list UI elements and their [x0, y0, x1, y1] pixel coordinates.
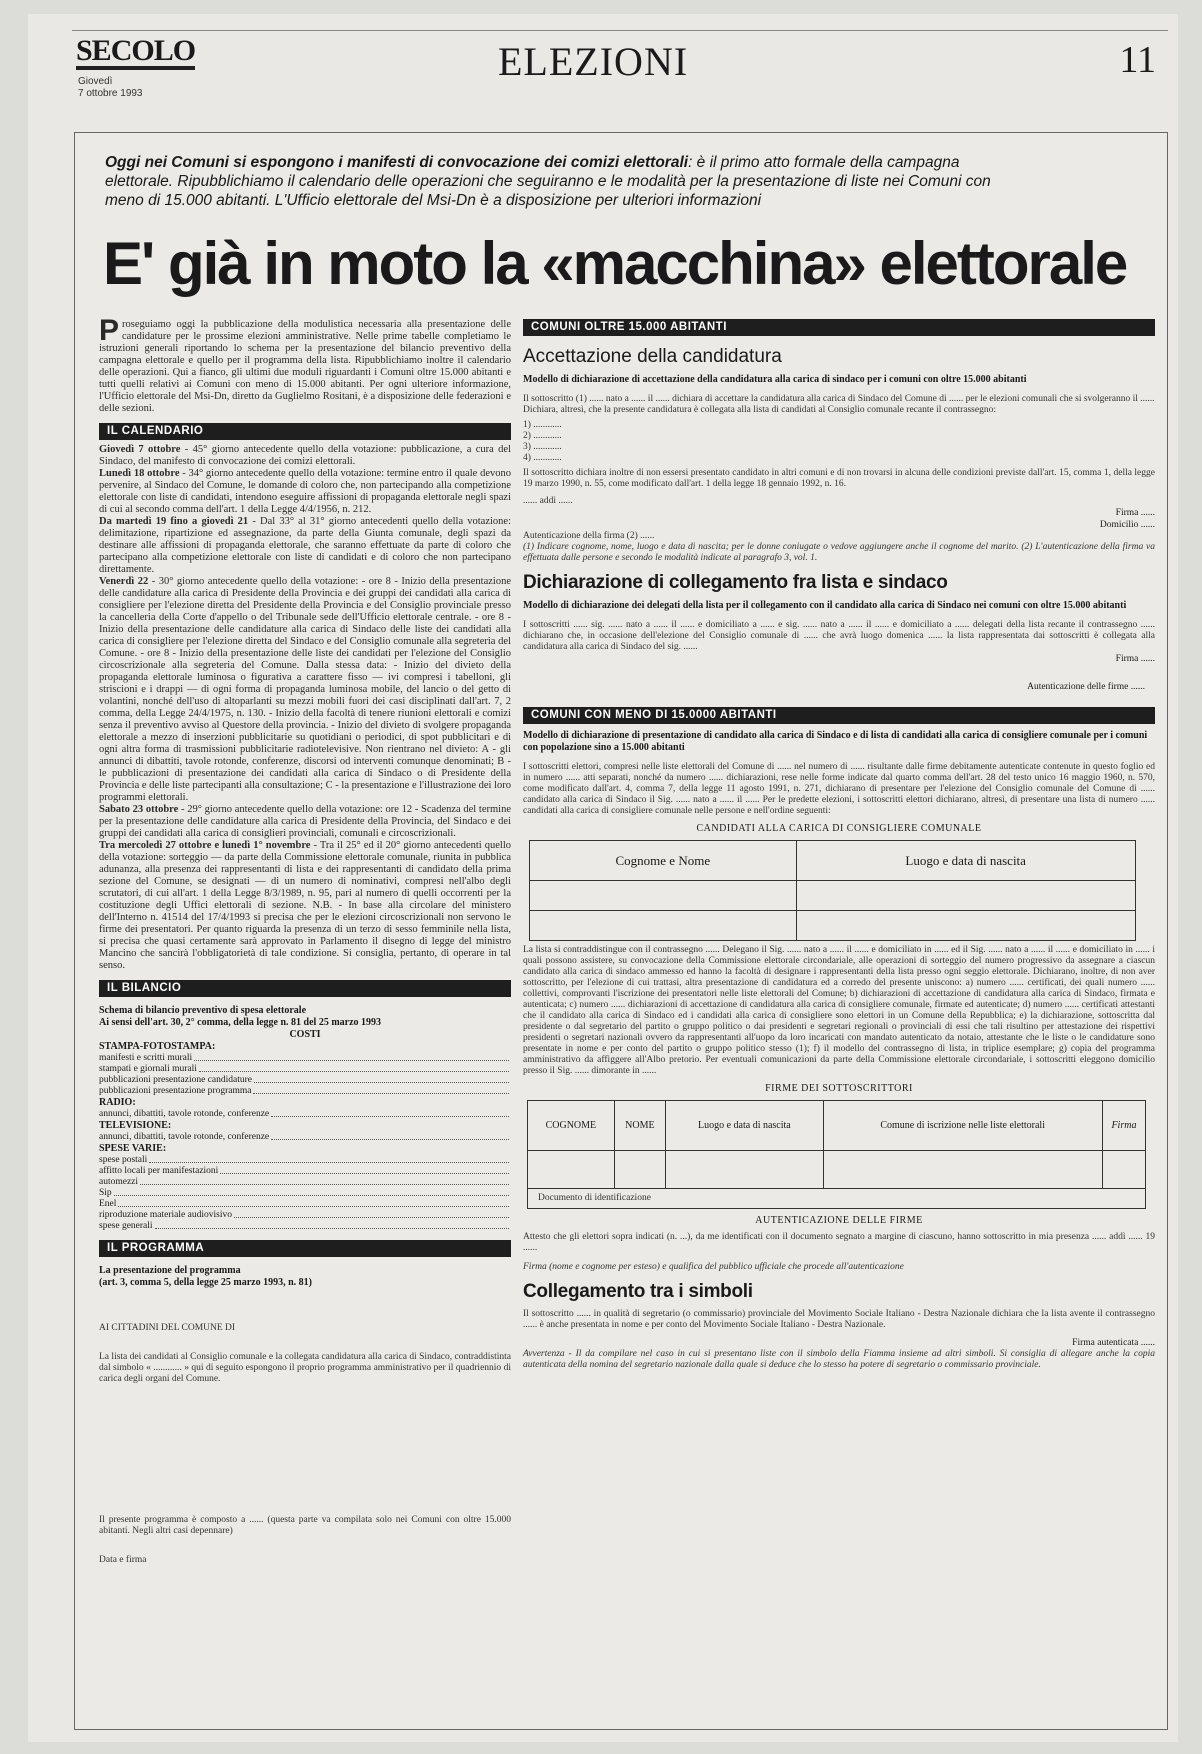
calendario-entry [99, 444, 511, 468]
firme-cell[interactable] [528, 1151, 615, 1189]
bilancio-costi: COSTI [289, 1029, 321, 1040]
lead-paragraph [99, 314, 511, 415]
accettazione-date: ...... addì ...... [523, 496, 573, 506]
oltre-bar: COMUNI OLTRE 15.000 ABITANTI [523, 319, 1155, 336]
bilancio-group-heading: SPESE VARIE: [99, 1143, 167, 1154]
bilancio-group-heading: RADIO: [99, 1097, 136, 1108]
collegamento-note: Avvertenza - Il da compilare nel caso in cui si presentano liste con il simbolo della Fiamma insieme ad altri simboli. Si consiglia di allegare anche la copia autenticata della nomina del segretario nazionale dalla quale si deduce che lo stesso ha potere di segretario o commissario provinciale. [523, 1349, 1155, 1370]
bilancio-item [99, 1188, 511, 1199]
dichiarazione-text: I sottoscritti ...... sig. ...... nato a ...... il ...... e domiciliato a ...... e sig. ...... nato a ...... il ...... e domiciliato a ...... delegati della lista recante il contrassegno ...... dichiarano che, in occasione dell'elezione del Consiglio comunale di ...... che avrà luogo domenica ...... la lista rappresentata dai sottoscritti è collegata alla candidatura alla carica di Sindaco del sig. ...... [523, 620, 1155, 652]
bilancio-group-heading: TELEVISIONE: [99, 1120, 172, 1131]
meno-text: I sottoscritti elettori, compresi nelle liste elettorali del Comune di ...... nel numero di ...... risultante dalle firme debitamente autenticate contenute in questo foglio ed in numero ...... atti separati, nonché da numero ...... dichiarazioni, rese nelle forme indicate dal quarto comma dell'art. 28 del testo unico 16 maggio 1960, n. 570, come modificato dall'art. 4, comma 7, della legge 11 agosto 1991, n. 271, dichiarano di presentare per l'elezione del Consiglio comunale del Comune di ...... candidato alla carica di Sindaco il Sig. ...... nato a ...... il ...... Per le predette elezioni, i sottoscritti elettori dichiarano, altresì, di presentare una lista di numero ...... candidati alla carica di consigliere comunale nelle persone e nell'ordine seguenti: [523, 762, 1155, 816]
calendario-entry [99, 840, 511, 972]
bilancio-item [99, 1166, 511, 1177]
meno-model: Modello di dichiarazione di presentazione di candidato alla carica di Sindaco e di lista di candidati alla carica di consigliere comunale per i comuni con popolazione sino a 15.000 abitanti [523, 730, 1148, 753]
firme-header-nascita: Luogo e data di nascita [666, 1101, 824, 1151]
bilancio-item-fill[interactable] [140, 1177, 509, 1185]
calendario-text: - Tra il 25° ed il 20° giorno antecedenti quello della votazione: sorteggio — da parte della Commissione elettorale comunale, riunita in pubblica adunanza, alla presenza dei rappresentanti di lista e dei rappresentanti di candidato della prima sezione del Comune, se designati — di un numero di nominativi, compresi nell'albo degli scrutatori, di cui all'art. 1 della Legge 8/3/1989, n. 95, pari al numero di quelli occorrenti per la costituzione degli Uffici elettorali di sezione. N.B. - In base alla circolare del ministero dell'Interno n. 41514 del 17/4/1993 si precisa che per le elezioni circoscrizionali non servono le firme dei presentatori. Per quanto riguarda la presenza di un terzo di sesso femminile nella lista, si precisa che quasi certamente sarà approvato in Parlamento il disegno di legge del ministro Mancino che sancirà l'obbligatorietà di tale condizione. Si consiglia, pertanto, di operare in tal senso. [99, 840, 511, 971]
drop-cap: P [99, 314, 120, 347]
calendario-entry [99, 516, 511, 576]
firme-cell[interactable] [666, 1151, 824, 1189]
bilancio-item [99, 1053, 511, 1064]
accettazione-list [523, 420, 1155, 464]
intro-bold: Oggi nei Comuni si espongono i manifesti di convocazione dei comizi elettorali [105, 154, 689, 171]
bilancio-groups [99, 1041, 511, 1232]
bilancio-item-fill[interactable] [118, 1199, 509, 1207]
dichiarazione-autentica: Autenticazione delle firme ...... [1027, 682, 1145, 692]
bilancio-item [99, 1064, 511, 1075]
candidati-table [529, 840, 1136, 941]
collegamento-heading: Collegamento tra i simboli [523, 1281, 753, 1302]
accettazione-domicilio: Domicilio ...... [1099, 520, 1155, 530]
calendario-text: - 29° giorno antecedente quello della votazione: ore 12 - Scadenza del termine per la presentazione delle candidature alla carica di Presidente della Provincia, del Sindaco e dei gruppi dei candidati alla carica di consiglieri provinciali, comunali e circoscrizionali. [99, 804, 512, 839]
intro-paragraph [105, 153, 1025, 210]
lead-text: roseguiamo oggi la pubblicazione della modulistica necessaria alla presentazione delle candidature per le prossime elezioni amministrative. Nelle prime tabelle completiamo le istruzioni generali riportando lo schema per la presentazione del bilancio preventivo della campagna elettorale e quello per il programma della lista. Ripubblichiamo inoltre il calendario delle operazioni. Qui a fianco, gli ultimi due moduli riguardanti i Comuni oltre 15.000 abitanti e tutti quelli relativi ai Comuni con meno di 15.000 abitanti. Per ogni ulteriore informazione, l'Ufficio elettorale del Msi-Dn, diretto da Guglielmo Rositani, è a disposizione delle federazioni e delle sezioni. [99, 319, 511, 414]
table-row [528, 1189, 1146, 1209]
firme-header-comune: Comune di iscrizione nelle liste elettorali [823, 1101, 1102, 1151]
bilancio-item-fill[interactable] [220, 1166, 509, 1174]
table-row [530, 911, 1136, 941]
masthead-rule [72, 30, 1168, 31]
headline: E' già in moto la «macchina» elettorale [103, 230, 1127, 297]
bilancio-item-label: annunci, dibattiti, tavole rotonde, conferenze [99, 1109, 270, 1119]
right-column [523, 319, 1155, 1371]
accettazione-heading: Accettazione della candidatura [523, 346, 782, 367]
collegamento-text: Il sottoscritto ...... in qualità di segretario (o commissario) provinciale del Movimento Sociale Italiano - Destra Nazionale dichiara che la lista avente il contrassegno ...... è anche presentata in nome e per conto del Movimento Sociale Italiano - Destra Nazionale. [523, 1309, 1155, 1330]
list-item: 2) ............ [523, 431, 562, 441]
bilancio-item-label: pubblicazioni presentazione candidature [99, 1075, 252, 1085]
bilancio-item [99, 1109, 511, 1120]
calendario-date: Sabato 23 ottobre [99, 804, 179, 815]
bilancio-item-label: pubblicazioni presentazione programma [99, 1086, 252, 1096]
calendario-entry [99, 576, 511, 804]
calendario-text: - 45° giorno antecedente quello della votazione: pubblicazione, a cura del Sindaco, del manifesto di convocazione dei comizi elettorali. [99, 444, 511, 467]
bilancio-item-fill[interactable] [194, 1053, 509, 1061]
newspaper-page [28, 14, 1178, 1742]
firme-header-cognome: COGNOME [528, 1101, 615, 1151]
list-item: 1) ............ [523, 420, 562, 430]
bilancio-subtitle: Ai sensi dell'art. 30, 2° comma, della legge n. 81 del 25 marzo 1993 [99, 1017, 382, 1028]
meno-bar: COMUNI CON MENO DI 15.0000 ABITANTI [523, 707, 1155, 724]
newspaper-logo: SECOLO [76, 36, 195, 70]
bilancio-item-fill[interactable] [253, 1086, 509, 1094]
bilancio-item-fill[interactable] [199, 1064, 509, 1072]
programma-section [99, 1265, 511, 1566]
bilancio-section [99, 1005, 511, 1232]
bilancio-item [99, 1086, 511, 1097]
calendario-entry [99, 468, 511, 516]
candidati-header-name: Cognome e Nome [530, 841, 797, 881]
firme-header-firma: Firma [1102, 1101, 1146, 1151]
bilancio-item [99, 1075, 511, 1086]
programma-recipient: AI CITTADINI DEL COMUNE DI [99, 1323, 236, 1333]
firme-header-nome: NOME [614, 1101, 665, 1151]
bilancio-item-label: stampati e giornali murali [99, 1064, 197, 1074]
bilancio-item-label: spese postali [99, 1155, 148, 1165]
bilancio-item [99, 1199, 511, 1210]
candidati-cell[interactable] [796, 881, 1135, 911]
page-number: 11 [1119, 39, 1156, 81]
bilancio-item-label: riproduzione materiale audiovisivo [99, 1210, 232, 1220]
bilancio-item-label: spese generali [99, 1221, 153, 1231]
accettazione-model: Modello di dichiarazione di accettazione della candidatura alla carica di sindaco per i comuni con oltre 15.000 abitanti [523, 374, 1027, 385]
programma-bar: IL PROGRAMMA [99, 1240, 511, 1257]
firme-doc-cell: Documento di identificazione [528, 1189, 1146, 1209]
bilancio-item-fill[interactable] [234, 1210, 509, 1218]
bilancio-bar: IL BILANCIO [99, 980, 511, 997]
calendario-bar: IL CALENDARIO [99, 423, 511, 440]
bilancio-item-fill[interactable] [149, 1155, 509, 1163]
calendario-date: Venerdì 22 [99, 576, 149, 587]
bilancio-item-fill[interactable] [114, 1188, 509, 1196]
calendario-date: Lunedì 18 ottobre [99, 468, 180, 479]
bilancio-item-label: affitto locali per manifestazioni [99, 1166, 219, 1176]
calendario-list [99, 444, 511, 972]
bilancio-item [99, 1221, 511, 1232]
calendario-text: - 34° giorno antecedente quello della votazione: termine entro il quale devono pervenire, al Sindaco del Comune, le domande di coloro che, non partecipando alla competizione elettorale con liste di candidati, intendono eseguire affissioni di propaganda elettorale negli spazi di cui al secondo comma dell'art. 1 della Legge 4/4/1956, n. 212. [99, 468, 511, 515]
programma-subtitle: (art. 3, comma 5, della legge 25 marzo 1993, n. 81) [99, 1277, 313, 1288]
list-item: 3) ............ [523, 442, 562, 452]
calendario-text: - 30° giorno antecedente quello della votazione: - ore 8 - Inizio della presentazione delle candidature alla carica di Presidente della Provincia e dei gruppi dei candidati alla carica di consigliere per l'elezione diretta del Presidente della Provincia e del Consiglio provinciale presso la cancelleria della Corte d'appello o del Tribunale sede dell'Ufficio elettorale centrale. - ore 8 - Inizio della presentazione delle candidature alla carica di Sindaco delle liste dei candidati alla carica di consigliere per l'elezione diretta del Sindaco e del Consiglio comunale alla segreteria del Comune. - ore 8 - Inizio della presentazione delle liste dei candidati per l'elezione del Consiglio circoscrizionale alla segreteria del Comune. Dalla stessa data: - Inizio del divieto della propaganda elettorale luminosa o figurativa a carattere fisso — ivi compresi i tabelloni, gli striscioni e i drappi — di ogni forma di propaganda luminosa mobile, del lancio o del getto di volantini, nonché dell'uso di altoparlanti su mezzi mobili fuori dei casi disciplinati dall'art. 7, 2 comma, della Legge 24/4/1975, n. 130. - Inizio della facoltà di tenere riunioni elettorali e comizi senza il preventivo avviso al Questore della provincia. - Inizio del divieto di svolgere propaganda elettorale a mezzo di inserzioni pubblicitarie su quotidiani o periodici, di spot pubblicitari e di ogni altra forma di trasmissioni pubblicitarie radiotelevisive. Non rientrano nel divieto: A - gli annunci di dibattiti, tavole rotonde, conferenze, discorsi od interventi comunque denominati; B - le pubblicazioni di presentazione dei candidati alla carica di Sindaco o di Presidente della Provincia e delle liste partecipanti alla consultazione; C - la presentazione e l'illustrazione dei loro programmi elettorali. [99, 576, 511, 803]
bilancio-item-fill[interactable] [254, 1075, 509, 1083]
accettazione-text-1: Il sottoscritto (1) ...... nato a ...... il ...... dichiara di accettare la candidatura alla carica di Sindaco del Comune di ...... per le elezioni comunali che si svolgeranno il ...... [523, 394, 1155, 404]
accettazione-text-3: Il sottoscritto dichiara inoltre di non essersi presentato candidato in altri comuni e di non trovarsi in alcuna delle condizioni previste dall'art. 15, comma 1, della legge 19 marzo 1990, n. 55, come modificato dall'art. 1 della legge 18 gennaio 1992, n. 16. [523, 468, 1155, 489]
bilancio-item-fill[interactable] [271, 1109, 509, 1117]
firme-cell[interactable] [614, 1151, 665, 1189]
accettazione-text-2: Dichiara, altresì, che la presente candidatura è collegata alla lista di candidati al Consiglio comunale recante il contrassegno: [523, 405, 996, 415]
bilancio-group-heading: STAMPA-FOTOSTAMPA: [99, 1041, 216, 1052]
firme-cell[interactable] [823, 1151, 1102, 1189]
programma-text: La lista dei candidati al Consiglio comunale e la collegata candidatura alla carica di Sindaco, contraddistinta dal simbolo « ............ » qui di seguito espongono il proprio programma amministrativo per il quadriennio di carica degli organi del Comune. [99, 1352, 511, 1384]
bilancio-item-label: Sip [99, 1188, 112, 1198]
issue-date [78, 76, 143, 100]
candidati-cell[interactable] [530, 881, 797, 911]
firme-table [527, 1100, 1146, 1209]
masthead [28, 14, 1178, 124]
intro-text: : è il primo atto formale della campagna elettorale. Ripubblichiamo il calendario delle operazioni che seguiranno e le modalità per la presentazione di liste nei Comuni con meno di 15.000 abitanti. L'Ufficio elettorale del Msi-Dn è a disposizione per ulteriori informazioni [105, 154, 991, 209]
candidati-cell[interactable] [796, 911, 1135, 941]
accettazione-notes: (1) Indicare cognome, nome, luogo e data di nascita; per le donne coniugate o vedove aggiungere anche il cognome del marito. (2) L'autenticazione della firma va effettuata dalle persone e secondo le modalità indicate al paragrafo 3, vol. 1. [523, 542, 1155, 563]
candidati-cell[interactable] [530, 911, 797, 941]
bilancio-title: Schema di bilancio preventivo di spesa elettorale [99, 1005, 307, 1016]
calendario-date: Giovedì 7 ottobre [99, 444, 181, 455]
calendario-text: - Dal 33° al 31° giorno antecedenti quello della votazione: delimitazione, ripartizione ed assegnazione, da parte della Giunta comunale, degli spazi da destinare alle affissioni di propaganda elettorale, che saranno effettuate da parte di coloro che partecipano alla competizione elettorale con liste di candidati e di coloro che non partecipano direttamente. [99, 516, 511, 575]
calendario-date: Da martedì 19 fino a giovedì 21 [99, 516, 249, 527]
table-row [528, 1151, 1146, 1189]
bilancio-item-label: Enel [99, 1199, 117, 1209]
bilancio-item [99, 1210, 511, 1221]
accettazione-firma: Firma ...... [1115, 508, 1155, 518]
autenticazione-text: Attesto che gli elettori sopra indicati (n. ...), da me identificati con il documento segnato a margine di ciascuno, hanno sottoscritto in mia presenza ...... addì ...... 19 ...... [523, 1232, 1155, 1253]
collegamento-firma: Firma autenticata ...... [1072, 1338, 1155, 1348]
dichiarazione-firma: Firma ...... [1115, 654, 1155, 664]
candidati-header-birth: Luogo e data di nascita [796, 841, 1135, 881]
firme-cell[interactable] [1102, 1151, 1146, 1189]
bilancio-item-fill[interactable] [155, 1221, 509, 1229]
table-row [530, 881, 1136, 911]
calendario-date: Tra mercoledì 27 ottobre e lunedì 1° novembre [99, 840, 311, 851]
accettazione-autentica: Autenticazione della firma (2) ...... [523, 531, 655, 541]
bilancio-item [99, 1155, 511, 1166]
candidati-caption: CANDIDATI ALLA CARICA DI CONSIGLIERE COMUNALE [696, 823, 982, 834]
bilancio-item-fill[interactable] [271, 1132, 509, 1140]
bilancio-item [99, 1177, 511, 1188]
section-title: ELEZIONI [498, 39, 689, 84]
programma-sign: Data e firma [99, 1555, 147, 1565]
list-item: 4) ............ [523, 453, 562, 463]
issue-date-text: 7 ottobre 1993 [78, 88, 143, 99]
autenticazione-caption: AUTENTICAZIONE DELLE FIRME [755, 1215, 923, 1226]
bilancio-item-label: automezzi [99, 1177, 139, 1187]
issue-day: Giovedì [78, 76, 113, 87]
bilancio-item-label: annunci, dibattiti, tavole rotonde, conferenze [99, 1132, 270, 1142]
meno-text-2: La lista si contraddistingue con il contrassegno ...... Delegano il Sig. ...... nato a ...... il ...... e domiciliato in ...... ed il Sig. ...... nato a ...... il ...... e domiciliato in ...... i quali possono assistere, su convocazione della Commissione elettorale circondariale, alle operazioni di sorteggio del numero progressivo da assegnare a ciascun candidato alla carica di sindaco ammesso ed hanno la facoltà di designare i rappresentanti della lista presso ogni seggio elettorale. Dichiarano, inoltre, di non aver sottoscritto, per l'elezione di cui trattasi, altra presentazione di candidatura ed a corredo del presente uniscono: a) numero ...... certificati, dei quali numero ...... collettivi, comprovanti l'iscrizione dei presentatori nelle liste elettorali del Comune; b) dichiarazioni di accettazione di candidatura alla carica di Sindaco, firmata e autenticata; c) numero ...... dichiarazioni di accettazione di candidatura alla carica di consigliere comunale, firmate ed autenticate; d) numero ...... certificati attestanti che il candidato alla carica di Sindaco ed i candidati alla carica di consigliere sono elettori in un Comune della Repubblica; e) la dichiarazione, sottoscritta dal presidente o dal segretario del partito o gruppo politico o dai presidenti e segretari regionali o provinciali di essi che tali risultino per attestazione dei rispettivi presidenti o segretari nazionali ovvero da rappresentanti all'uopo da loro incaricati con mandato autenticato da notaio, attestante che le liste o le candidature sono presentate in nome e per conto del partito o gruppo politico stesso (1); f) il modello del contrassegno di lista, in triplice esemplare; g) copia del programma amministrativo da affiggere all'Albo pretorio. Per eventuali comunicazioni da parte della Commissione elettorale circondariale, i sottoscritti eleggono domicilio presso il Sig. ...... dimorante in ...... [523, 945, 1155, 1076]
calendario-entry [99, 804, 511, 840]
firme-caption: FIRME DEI SOTTOSCRITTORI [765, 1083, 913, 1094]
bilancio-item [99, 1132, 511, 1143]
dichiarazione-model: Modello di dichiarazione dei delegati della lista per il collegamento con il candidato alla carica di Sindaco nei comuni con oltre 15.000 abitanti [523, 600, 1127, 611]
autenticazione-sign: Firma (nome e cognome per esteso) e qualifica del pubblico ufficiale che procede all'autenticazione [523, 1262, 904, 1272]
dichiarazione-heading: Dichiarazione di collegamento fra lista e sindaco [523, 572, 948, 593]
programma-title: La presentazione del programma [99, 1265, 241, 1276]
bilancio-item-label: manifesti e scritti murali [99, 1053, 193, 1063]
programma-note: Il presente programma è composto a ...... (questa parte va compilata solo nei Comuni con oltre 15.000 abitanti. Negli altri casi depennare) [99, 1515, 511, 1536]
left-column [99, 314, 512, 1566]
article-box [74, 132, 1168, 1730]
